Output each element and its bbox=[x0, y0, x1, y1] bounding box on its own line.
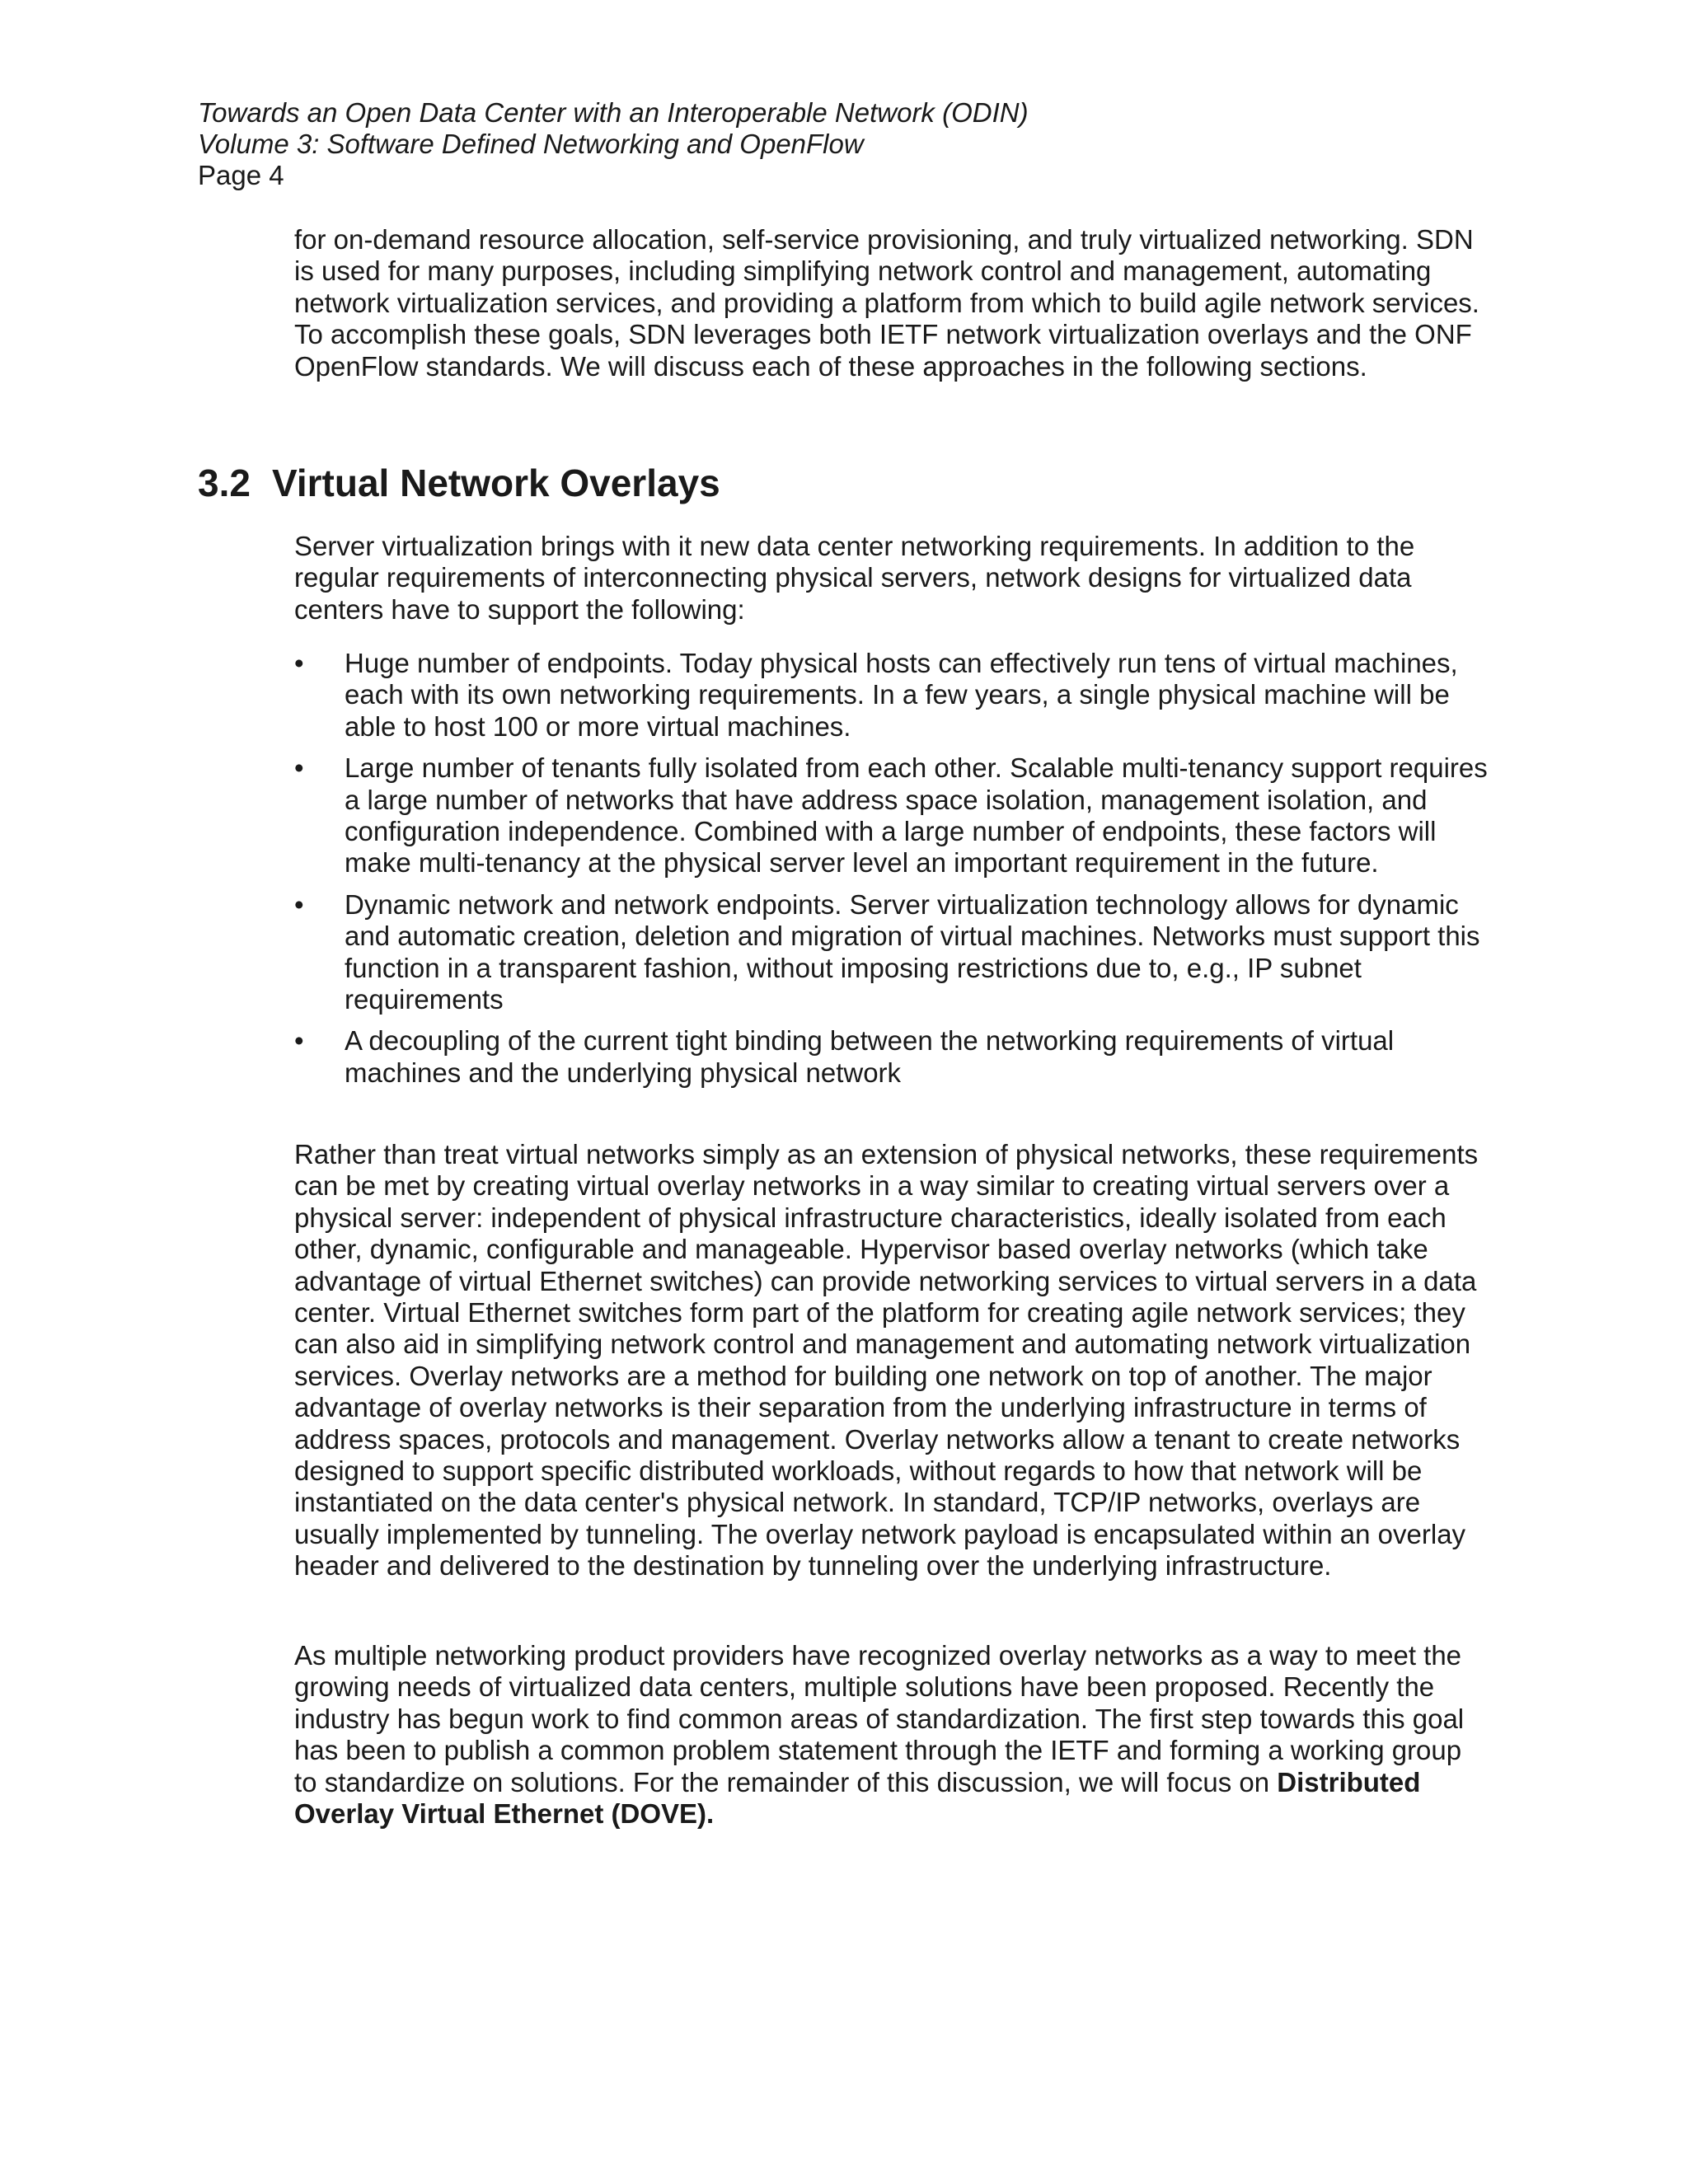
section-title: Virtual Network Overlays bbox=[272, 462, 720, 504]
standardization-text: As multiple networking product providers have recognized overlay networks as a way to meet the growing needs of virtualized data centers, multiple solutions have been proposed. Recently the industry has begun work to find common areas of standardization. The first step towards this goal has been to publish a common problem statement through the IETF and forming a working group to standardize on solutions. For the remainder of this discussion, we will focus on bbox=[294, 1640, 1465, 1797]
intro-paragraph: for on-demand resource allocation, self-service provisioning, and truly virtualized networking. SDN is used for many purposes, including simplifying network control and management, automating network virtualization services, and providing a platform from which to build agile network services. To accomplish these goals, SDN leverages both IETF network virtualization overlays and the ONF OpenFlow standards. We will discuss each of these approaches in the following sections. bbox=[294, 224, 1479, 382]
list-item-text: Large number of tenants fully isolated from each other. Scalable multi-tenancy support requires a large number of networks that have address space isolation, management isolation, and configuration independence. Combined with a large number of endpoints, these factors will make multi-tenancy at the physical server level an important requirement in the future. bbox=[345, 752, 1488, 879]
header-page-number: Page 4 bbox=[198, 160, 284, 190]
list-item-text: A decoupling of the current tight binding between the networking requirements of virtual machines and the underlying physical network bbox=[345, 1025, 1395, 1088]
bullet-glyph: • bbox=[294, 648, 304, 678]
standardization-paragraph bbox=[294, 1640, 1489, 1830]
list-item bbox=[294, 752, 1489, 879]
list-item bbox=[294, 648, 1489, 743]
list-item bbox=[294, 1025, 1489, 1089]
section-heading bbox=[198, 460, 720, 506]
overlay-networks-paragraph: Rather than treat virtual networks simply as an extension of physical networks, these requirements can be met by creating virtual overlay networks in a way similar to creating virtual servers over a physical server: independent of physical infrastructure characteristics, ideally isolated from each other, dynamic, configurable and manageable. Hypervisor based overlay networks (which take advantage of virtual Ethernet switches) can provide networking services to virtual servers in a data center. Virtual Ethernet switches form part of the platform for creating agile network services; they can also aid in simplifying network control and management and automating network virtualization services. Overlay networks are a method for building one network on top of another. The major advantage of overlay networks is their separation from the underlying infrastructure in terms of address spaces, protocols and management. Overlay networks allow a tenant to create networks designed to support specific distributed workloads, without regards to how that network will be instantiated on the data center's physical network. In standard, TCP/IP networks, overlays are usually implemented by tunneling. The overlay network payload is encapsulated within an overlay header and delivered to the destination by tunneling over the underlying infrastructure. bbox=[294, 1139, 1479, 1582]
bullet-glyph: • bbox=[294, 1025, 304, 1057]
header-title-line: Towards an Open Data Center with an Interoperable Network (ODIN) bbox=[198, 97, 1029, 128]
header-volume-line: Volume 3: Software Defined Networking and OpenFlow bbox=[198, 129, 864, 159]
section-number: 3.2 bbox=[198, 462, 251, 504]
bullet-glyph: • bbox=[294, 752, 304, 784]
requirements-list bbox=[294, 648, 1489, 1099]
list-item bbox=[294, 889, 1489, 1016]
running-header bbox=[198, 97, 1029, 191]
list-item-text: Dynamic network and network endpoints. Server virtualization technology allows for dynamic and automatic creation, deletion and migration of virtual machines. Networks must support this function in a transparent fashion, without imposing restrictions due to, e.g., IP subnet requirements bbox=[345, 888, 1480, 1015]
list-item-text: Huge number of endpoints. Today physical hosts can effectively run tens of virtual machines, each with its own networking requirements. In a few years, a single physical machine will be able to host 100 or more virtual machines. bbox=[345, 648, 1458, 742]
requirements-intro-paragraph: Server virtualization brings with it new data center networking requirements. In addition to the regular requirements of interconnecting physical servers, network designs for virtualized data centers have to support the following: bbox=[294, 531, 1415, 625]
dove-term: Distributed Overlay Virtual Ethernet (DOVE). bbox=[294, 1766, 1421, 1830]
bullet-glyph: • bbox=[294, 888, 304, 920]
